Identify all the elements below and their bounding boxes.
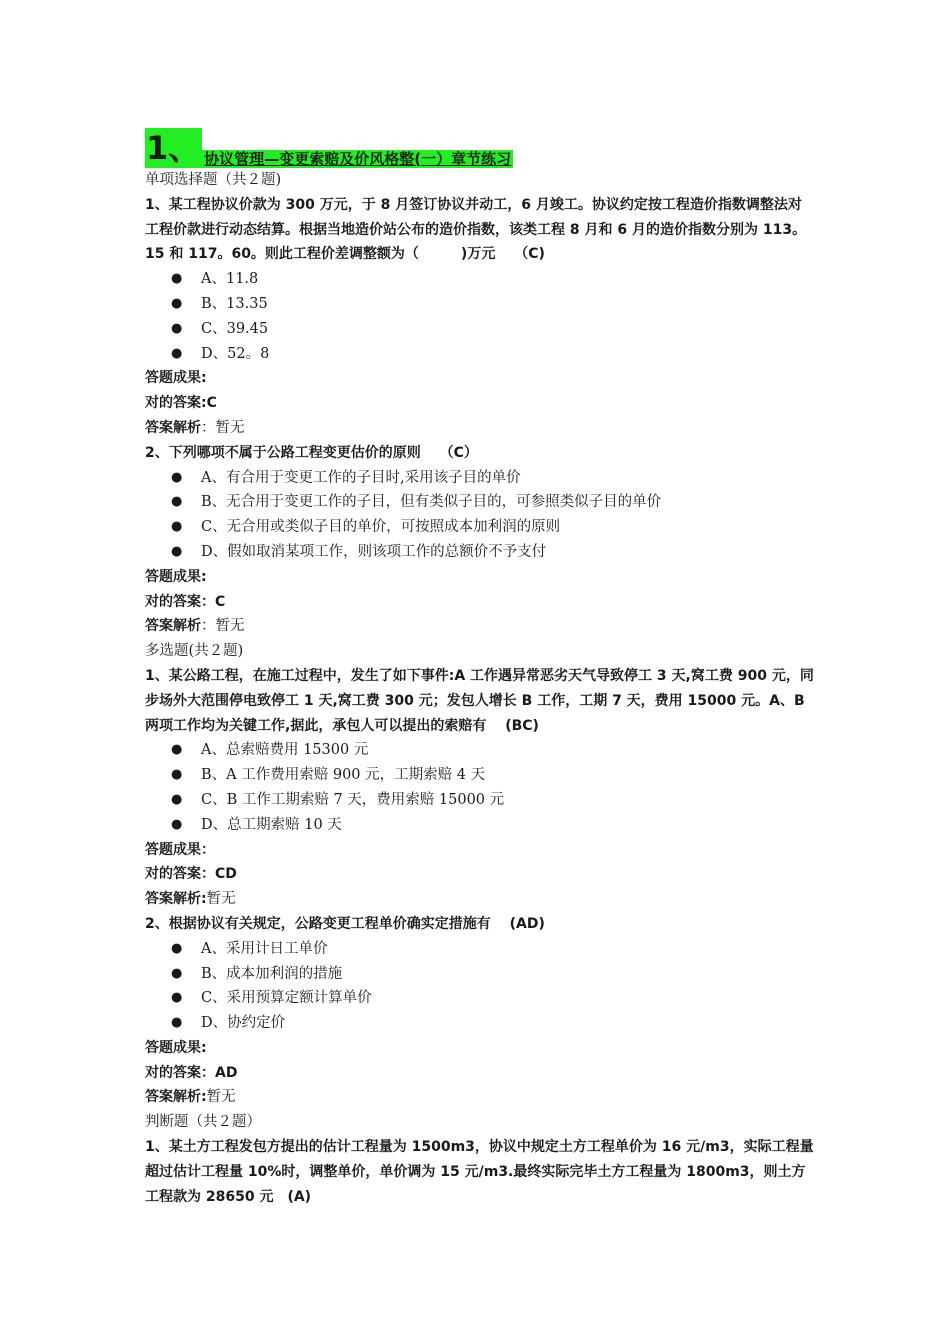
option-item — [145, 515, 815, 540]
heading — [145, 128, 815, 168]
answer-label: 对的答案: — [145, 395, 207, 412]
bullet-icon: ● — [171, 742, 183, 758]
option-text: B、A 工作费用索赔 900 元，工期索赔 4 天 — [201, 767, 486, 784]
option-item — [145, 763, 815, 788]
option-item — [145, 540, 815, 565]
bullet-icon: ● — [171, 519, 183, 535]
option-text: B、无合用于变更工作的子目，但有类似子目的，可参照类似子目的单价 — [201, 494, 662, 511]
answer-value: C — [206, 395, 217, 412]
answer-value: AD — [215, 1064, 238, 1081]
bullet-icon: ● — [171, 767, 183, 783]
option-text: D、协约定价 — [201, 1015, 286, 1032]
bullet-icon: ● — [171, 494, 183, 510]
option-text: B、成本加利润的措施 — [201, 965, 343, 982]
option-text: A、有合用于变更工作的子目时,采用该子目的单价 — [201, 469, 521, 486]
analysis-line — [145, 1085, 815, 1110]
answer-line — [145, 862, 815, 887]
option-item — [145, 267, 815, 292]
heading-number: 1、 — [146, 129, 201, 167]
analysis-line — [145, 416, 815, 441]
answer-value: CD — [215, 866, 237, 883]
question-text: 1、某土方工程发包方提出的估计工程量为 1500m3，协议中规定土方工程单价为 16 元/m3，实际工程量超过估计工程量 10%时，调整单价，单价调为 15 元/m3.最终实际完毕土方工程量为 1800m3，则土方工程款为 28650 元 (A) — [145, 1139, 814, 1205]
analysis-value: ：暂无 — [201, 618, 245, 635]
analysis-line — [145, 887, 815, 912]
option-item — [145, 292, 815, 317]
question-text: 1、某工程协议价款为 300 万元，于 8 月签订协议并动工，6 月竣工。协议约定按工程造价指数调整法对工程价款进行动态结算。根据当地造价站公布的造价指数，该类工程 8 月和 6 月的造价指数分别为 113。15 和 117。60。则此工程价差调整额为（ )万元 （C) — [145, 196, 807, 263]
option-text: A、采用计日工单价 — [201, 940, 328, 957]
analysis-label: 答案解析: — [145, 1089, 207, 1106]
result-line — [145, 565, 815, 590]
answer-label: 对的答案： — [145, 593, 215, 610]
option-item — [145, 738, 815, 763]
section-label: 单项选择题（共２题) — [145, 172, 282, 188]
answer-value: C — [215, 593, 226, 610]
bullet-icon: ● — [171, 965, 183, 981]
heading-title: 协议管理—变更索赔及价风格整(一）章节练习 — [204, 150, 512, 168]
bullet-icon: ● — [171, 990, 183, 1006]
option-item — [145, 788, 815, 813]
option-list — [145, 466, 815, 565]
option-item — [145, 490, 815, 515]
analysis-value: ：暂无 — [201, 419, 245, 436]
option-text: C、B 工作工期索赔 7 天，费用索赔 15000 元 — [201, 791, 505, 808]
answer-line — [145, 1061, 815, 1086]
result-line — [145, 1036, 815, 1061]
option-item — [145, 813, 815, 838]
answer-label: 对的答案： — [145, 866, 215, 883]
bullet-icon: ● — [171, 543, 183, 559]
option-item — [145, 317, 815, 342]
question-text: 1、某公路工程，在施工过程中，发生了如下事件:A 工作遇异常恶劣天气导致停工 3 天,窝工费 900 元，同步场外大范围停电致停工 1 天,窝工费 300 元；发包人增长 B 工作，工期 7 天，费用 15000 元。A、B 两项工作均为关键工作,据此，承包人可以提出的索赔有 (BC) — [145, 667, 814, 734]
answer-line — [145, 590, 815, 615]
option-text: A、总索赔费用 15300 元 — [201, 742, 369, 759]
option-text: D、假如取消某项工作，则该项工作的总额价不予支付 — [201, 543, 547, 560]
option-item — [145, 1011, 815, 1036]
bullet-icon: ● — [171, 320, 183, 336]
bullet-icon: ● — [171, 345, 183, 361]
result-label: 答题成果： — [145, 841, 215, 858]
section-label: 多选题(共２题) — [145, 643, 244, 660]
bullet-icon: ● — [171, 816, 183, 832]
option-item — [145, 342, 815, 367]
option-item — [145, 986, 815, 1011]
option-list — [145, 937, 815, 1036]
analysis-label: 答案解析 — [145, 419, 201, 436]
bullet-icon: ● — [171, 791, 183, 807]
question-text: 2、下列哪项不属于公路工程变更估价的原则 （C） — [145, 444, 478, 461]
result-label: 答题成果: — [145, 370, 207, 387]
bullet-icon: ● — [171, 295, 183, 311]
result-line — [145, 838, 815, 863]
result-label: 答题成果: — [145, 1039, 207, 1056]
document-page — [145, 128, 815, 1209]
option-text: D、总工期索赔 10 天 — [201, 816, 342, 833]
result-label: 答题成果: — [145, 568, 207, 585]
option-text: A、11.8 — [201, 271, 259, 288]
option-text: B、13.35 — [201, 295, 268, 312]
bullet-icon: ● — [171, 1015, 183, 1031]
question-text: 2、根据协议有关规定，公路变更工程单价确实定措施有 (AD) — [145, 915, 545, 932]
option-item — [145, 937, 815, 962]
option-text: C、无合用或类似子目的单价，可按照成本加利润的原则 — [201, 519, 561, 536]
analysis-value: 暂无 — [206, 891, 236, 908]
answer-label: 对的答案： — [145, 1064, 215, 1081]
section-label: 判断题（共２题） — [145, 1114, 261, 1131]
result-line — [145, 366, 815, 391]
analysis-value: 暂无 — [206, 1089, 236, 1106]
answer-line — [145, 391, 815, 416]
bullet-icon: ● — [171, 271, 183, 287]
option-text: D、52。8 — [201, 345, 270, 362]
option-item — [145, 962, 815, 987]
option-list — [145, 267, 815, 366]
analysis-label: 答案解析: — [145, 891, 207, 908]
bullet-icon: ● — [171, 469, 183, 485]
bullet-icon: ● — [171, 940, 183, 956]
option-item — [145, 466, 815, 491]
option-text: C、采用预算定额计算单价 — [201, 990, 372, 1007]
analysis-label: 答案解析 — [145, 618, 201, 635]
option-list — [145, 738, 815, 837]
option-text: C、39.45 — [201, 320, 269, 337]
analysis-line — [145, 614, 815, 639]
